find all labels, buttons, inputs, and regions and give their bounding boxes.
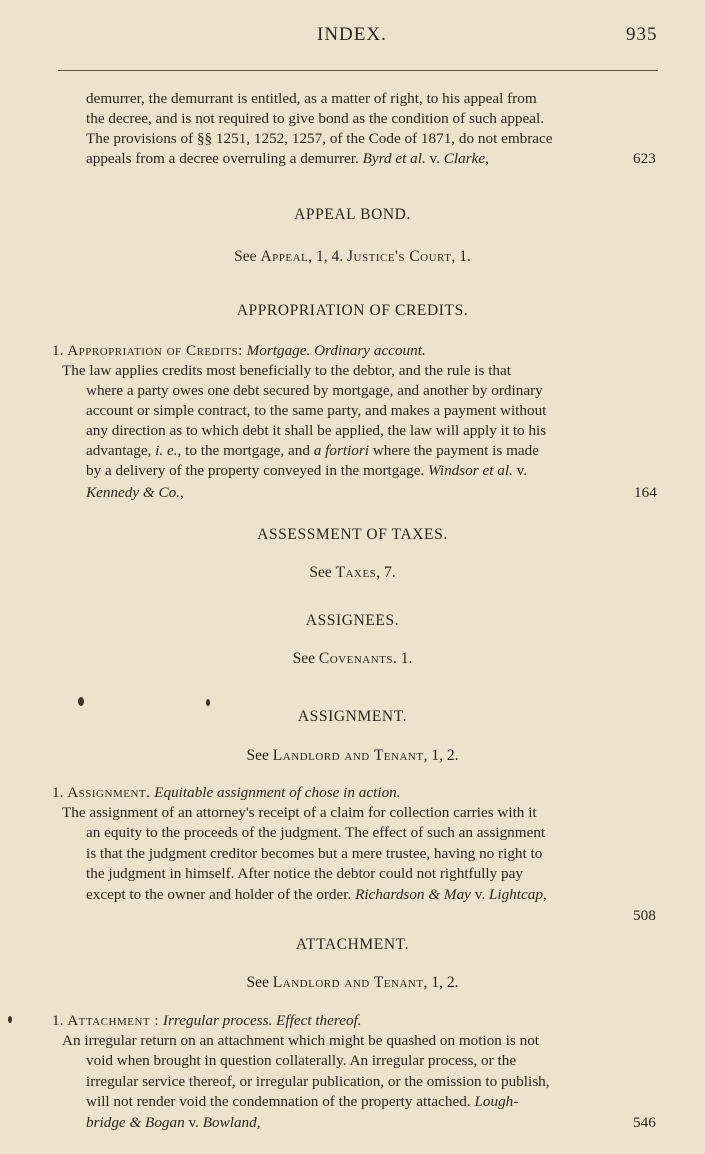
versus: v.: [429, 150, 440, 167]
ref-appeal: Appeal: [260, 248, 309, 265]
case-page: 508: [633, 907, 656, 924]
continuation-line: the decree, and is not required to give bond as the condition of such appeal.: [86, 110, 545, 127]
continuation-line: The provisions of §§ 1251, 1252, 1257, of the Code of 1871, do not embrace: [86, 130, 553, 147]
ref-covenants: Covenants: [318, 650, 393, 667]
cross-reference: [0, 747, 705, 765]
ref-num: , 1.: [451, 248, 471, 265]
ref-num: . 1.: [393, 650, 413, 667]
cross-reference: [0, 974, 705, 992]
ink-mark: [8, 1016, 12, 1023]
section-heading: ASSIGNMENT.: [297, 708, 408, 725]
ref-taxes: Taxes: [335, 564, 377, 581]
page-number: 935: [626, 24, 658, 45]
see-label: See: [309, 564, 332, 581]
cross-reference: [0, 564, 705, 582]
entry-text: will not render void the condemnation of the property attached.: [86, 1093, 471, 1110]
ref-landlord-tenant: Landlord and Tenant: [272, 974, 424, 991]
entry-subject: Irregular process. Effect thereof.: [162, 1012, 362, 1029]
header-rule: [58, 70, 658, 71]
entry-text-italic: i. e.,: [155, 442, 182, 459]
ref-justices-court: Justice's Court: [347, 248, 452, 265]
entry-line: irregular service thereof, or irregular publication, or the omission to publish,: [86, 1073, 550, 1090]
case-citation: Kennedy & Co.,: [86, 484, 184, 501]
entry-line: where a party owes one debt secured by mortgage, and another by ordinary: [86, 382, 543, 399]
entry-line: account or simple contract, to the same party, and makes a payment without: [86, 402, 547, 419]
entry-number: 1.: [52, 342, 64, 359]
case-page: 623: [633, 150, 656, 167]
ink-mark: [206, 699, 210, 706]
case-page: 546: [633, 1114, 656, 1131]
entry-number: 1.: [52, 784, 64, 801]
entry-line: the judgment in himself. After notice the debtor could not rightfully pay: [86, 865, 523, 882]
case-citation: Richardson & May: [355, 886, 471, 903]
entry-text: where the payment is made: [372, 442, 539, 459]
entry-line: is that the judgment creditor becomes but a mere trustee, having no right to: [86, 845, 543, 862]
continuation-line: [86, 150, 489, 168]
ref-num: , 1, 2.: [423, 747, 459, 764]
entry-keyword: Appropriation of Credits:: [67, 342, 243, 359]
entry-title: [52, 784, 401, 802]
entry-keyword: Attachment :: [67, 1012, 160, 1029]
entry-keyword: Assignment.: [67, 784, 151, 801]
case-citation: Byrd et al.: [362, 150, 426, 167]
ref-num: , 7.: [376, 564, 396, 581]
running-title: INDEX.: [317, 24, 387, 45]
case-citation: Clarke,: [443, 150, 489, 167]
entry-line: An irregular return on an attachment which might be quashed on motion is not: [62, 1032, 540, 1049]
see-label: See: [246, 974, 269, 991]
cross-reference: [0, 650, 705, 668]
entry-line: The law applies credits most beneficially to the debtor, and the rule is that: [62, 362, 511, 379]
see-label: See: [234, 248, 257, 265]
entry-line: The assignment of an attorney's receipt of a claim for collection carries with it: [62, 804, 537, 821]
entry-line: [86, 1093, 518, 1111]
entry-line: [86, 442, 539, 460]
entry-text-italic: a fortiori: [313, 442, 370, 459]
case-citation: Lightcap,: [488, 886, 547, 903]
section-heading: ASSESSMENT OF TAXES.: [257, 526, 448, 543]
entry-line: [86, 1114, 261, 1132]
versus: v.: [188, 1114, 199, 1131]
see-label: See: [246, 747, 269, 764]
section-heading: ATTACHMENT.: [295, 936, 410, 953]
continuation-line: demurrer, the demurrant is entitled, as a matter of right, to his appeal from: [86, 90, 537, 107]
entry-subject: Mortgage. Ordinary account.: [246, 342, 426, 359]
case-citation: bridge & Bogan: [86, 1114, 185, 1131]
ink-mark: [78, 697, 84, 706]
entry-line: an equity to the proceeds of the judgment. The effect of such an assignment: [86, 824, 546, 841]
entry-subject: Equitable assignment of chose in action.: [154, 784, 401, 801]
case-citation: Windsor et al.: [428, 462, 513, 479]
entry-text: to the mortgage, and: [185, 442, 310, 459]
entry-text: except to the owner and holder of the order.: [86, 886, 352, 903]
case-citation: Bowland,: [202, 1114, 261, 1131]
versus: v.: [516, 462, 528, 479]
ref-num: , 1, 2.: [423, 974, 459, 991]
entry-title: [52, 1012, 362, 1030]
section-heading: APPEAL BOND.: [294, 206, 411, 223]
entry-number: 1.: [52, 1012, 64, 1029]
continuation-text: appeals from a decree overruling a demurrer.: [86, 150, 359, 167]
case-page: 164: [634, 484, 657, 501]
entry-line: any direction as to which debt it shall be applied, the law will apply it to his: [86, 422, 547, 439]
cross-reference: [0, 248, 705, 266]
section-heading: ASSIGNEES.: [305, 612, 400, 629]
entry-text: by a delivery of the property conveyed in the mortgage.: [86, 462, 425, 479]
ref-landlord-tenant: Landlord and Tenant: [272, 747, 424, 764]
versus: v.: [474, 886, 486, 903]
see-label: See: [292, 650, 315, 667]
entry-line: [86, 886, 547, 904]
entry-line: [86, 462, 527, 480]
case-citation: Lough-: [474, 1093, 519, 1110]
ref-num: , 1, 4.: [308, 248, 344, 265]
entry-title: [52, 342, 426, 360]
section-heading: APPROPRIATION OF CREDITS.: [236, 302, 469, 319]
entry-line: void when brought in question collaterally. An irregular process, or the: [86, 1052, 517, 1069]
entry-text: advantage,: [86, 442, 152, 459]
